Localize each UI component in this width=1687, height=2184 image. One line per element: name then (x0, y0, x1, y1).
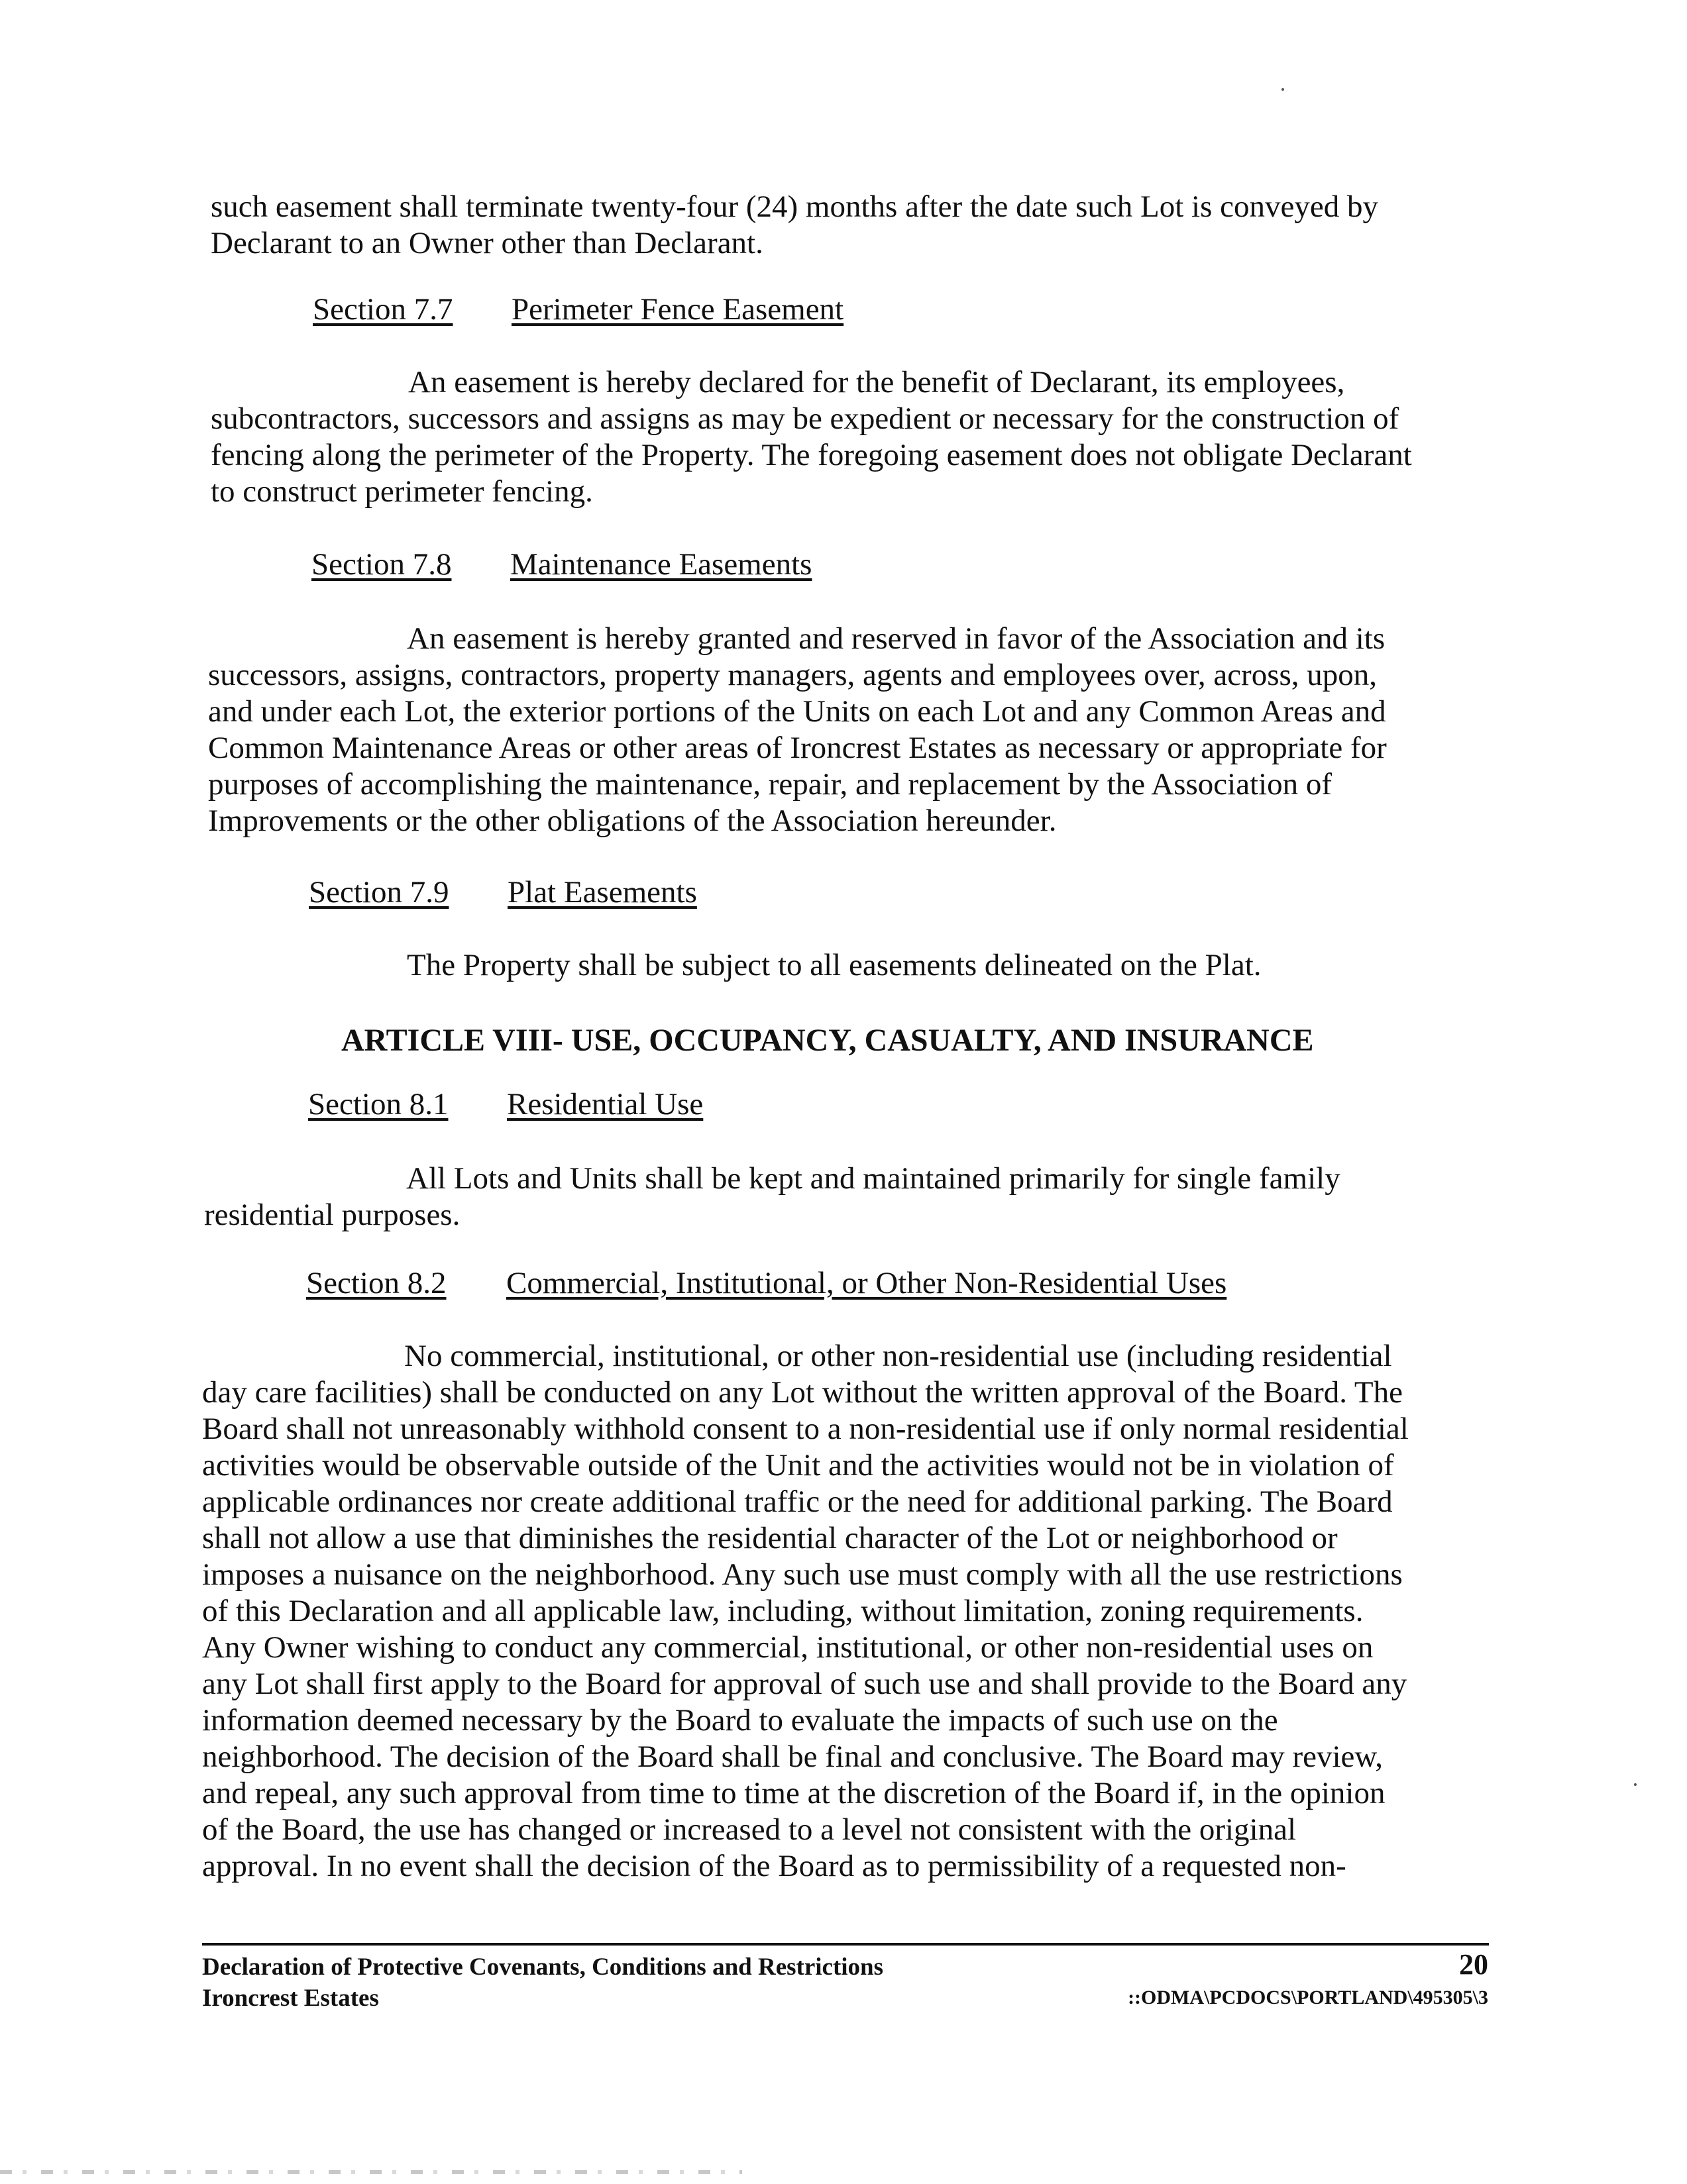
section-title: Maintenance Easements (510, 547, 812, 582)
footer-title-line: Declaration of Protective Covenants, Conditions and Restrictions (202, 1953, 884, 1981)
section-7-9-heading (309, 874, 697, 911)
section-7-8-heading (311, 546, 812, 583)
paragraph-line: Declarant to an Owner other than Declarant. (211, 226, 763, 260)
paragraph-line: any Lot shall first apply to the Board for approval of such use and shall provide to the Board any (202, 1667, 1407, 1701)
section-8-2-paragraph (202, 1338, 1409, 1885)
footer-divider (202, 1943, 1489, 1946)
paragraph-line: approval. In no event shall the decision of the Board as to permissibility of a requested non- (202, 1849, 1346, 1883)
section-7-8-paragraph (208, 621, 1387, 839)
paragraph-line: neighborhood. The decision of the Board shall be final and conclusive. The Board may review, (202, 1740, 1384, 1774)
paragraph-line: and under each Lot, the exterior portions of the Units on each Lot and any Common Areas and (208, 694, 1386, 729)
paragraph-line: activities would be observable outside of the Unit and the activities would not be in violation of (202, 1448, 1394, 1482)
paragraph-line: applicable ordinances nor create additional traffic or the need for additional parking. The Board (202, 1484, 1393, 1519)
footer-title (202, 1951, 883, 2014)
section-7-7-paragraph (211, 364, 1412, 510)
intro-paragraph (211, 189, 1378, 262)
section-number: Section 8.2 (306, 1266, 447, 1300)
paragraph-line: of this Declaration and all applicable law, including, without limitation, zoning requirements. (202, 1594, 1364, 1628)
paragraph-line: imposes a nuisance on the neighborhood. Any such use must comply with all the use restrictions (202, 1557, 1403, 1592)
section-title: Residential Use (507, 1087, 704, 1121)
document-id: ::ODMA\PCDOCS\PORTLAND\495305\3 (1128, 1987, 1488, 2008)
paragraph-line: purposes of accomplishing the maintenance, repair, and replacement by the Association of (208, 767, 1333, 802)
paragraph-line: such easement shall terminate twenty-four (24) months after the date such Lot is conveyed by (211, 189, 1378, 224)
paragraph-line: No commercial, institutional, or other non-residential use (including residential (404, 1339, 1392, 1373)
paragraph-line: Any Owner wishing to conduct any commercial, institutional, or other non-residential uses on (202, 1630, 1374, 1665)
paragraph-line: day care facilities) shall be conducted on any Lot without the written approval of the Board. The (202, 1375, 1403, 1410)
paragraph-line: and repeal, any such approval from time to time at the discretion of the Board if, in the opinion (202, 1776, 1386, 1810)
paragraph-line: fencing along the perimeter of the Property. The foregoing easement does not obligate Declarant (211, 438, 1412, 472)
section-number: Section 8.1 (308, 1087, 449, 1121)
section-8-1-heading (308, 1086, 704, 1123)
section-8-1-paragraph (204, 1161, 1340, 1233)
paragraph-line: An easement is hereby granted and reserved in favor of the Association and its (407, 621, 1386, 656)
paragraph-line: of the Board, the use has changed or increased to a level not consistent with the original (202, 1812, 1297, 1847)
paragraph-line: An easement is hereby declared for the benefit of Declarant, its employees, (408, 365, 1345, 399)
section-number: Section 7.7 (313, 292, 453, 327)
paragraph-line: Board shall not unreasonably withhold consent to a non-residential use if only normal residential (202, 1412, 1409, 1446)
article-heading: ARTICLE VIII- USE, OCCUPANCY, CASUALTY, AND INSURANCE (341, 1023, 1314, 1058)
section-7-9-paragraph (407, 947, 1262, 984)
paragraph-line: subcontractors, successors and assigns as may be expedient or necessary for the construction of (211, 401, 1399, 436)
scan-edge-artifact (0, 2170, 742, 2174)
section-title: Commercial, Institutional, or Other Non-Residential Uses (506, 1266, 1227, 1300)
section-title: Perimeter Fence Easement (512, 292, 844, 327)
paragraph-line: information deemed necessary by the Board to evaluate the impacts of such use on the (202, 1703, 1278, 1738)
paragraph-line: shall not allow a use that diminishes the residential character of the Lot or neighborhood or (202, 1521, 1338, 1555)
paragraph-line: The Property shall be subject to all easements delineated on the Plat. (407, 948, 1262, 982)
section-number: Section 7.9 (309, 875, 449, 910)
section-7-7-heading (313, 291, 844, 328)
paragraph-line: residential purposes. (204, 1198, 461, 1232)
section-8-2-heading (306, 1265, 1227, 1302)
scan-speck (1634, 1783, 1637, 1786)
paragraph-line: Common Maintenance Areas or other areas of Ironcrest Estates as necessary or appropriate for (208, 731, 1387, 765)
page-number: 20 (1459, 1948, 1488, 1981)
section-title: Plat Easements (508, 875, 697, 910)
scan-speck (1281, 88, 1284, 91)
paragraph-line: successors, assigns, contractors, property managers, agents and employees over, across, upon, (208, 658, 1378, 692)
section-number: Section 7.8 (311, 547, 452, 582)
paragraph-line: to construct perimeter fencing. (211, 474, 593, 509)
footer-subtitle-line: Ironcrest Estates (202, 1985, 379, 2012)
paragraph-line: All Lots and Units shall be kept and maintained primarily for single family (406, 1161, 1340, 1196)
paragraph-line: Improvements or the other obligations of the Association hereunder. (208, 804, 1057, 838)
